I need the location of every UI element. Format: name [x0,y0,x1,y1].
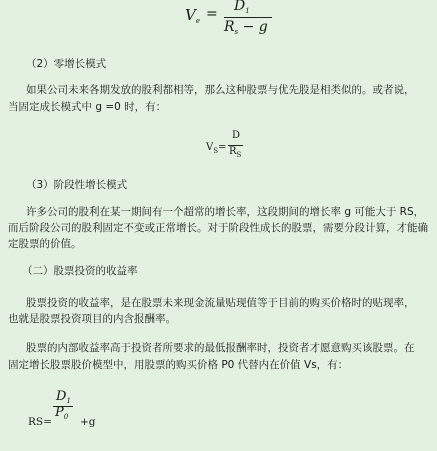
formula3-num-sub: 1 [66,397,71,405]
formula2-lhs-var: V [206,142,214,153]
para1-line1: 如果公司未来各期发放的股利都相等，那么这种股票与优先股是相类似的。或者说， [26,84,415,96]
heading-stage-growth: （3）阶段性增长模式 [26,179,128,191]
heading-stock-return: （二）股票投资的收益率 [22,265,138,277]
formula3-tail: +g [80,416,96,428]
heading-zero-growth: （2）零增长模式 [26,58,107,70]
formula2-numerator: D [232,130,241,141]
formula2-lhs [206,142,226,153]
formula2-den-var: R [229,146,237,157]
formula1-eq: = [206,6,218,22]
para2-line3: 定股票的价值。 [8,238,82,250]
formula1-den-sub: s [234,28,239,36]
formula3-denominator [55,405,68,420]
formula2-denominator [229,146,241,157]
formula3-den-var: P [55,405,64,420]
formula3-den-sub: 0 [63,413,69,421]
formula3-num-var: D [56,389,67,404]
formula3-lhs: RS= [28,416,52,428]
formula1-lhs-var: V [185,6,196,24]
para3-line1: 股票投资的收益率，是在股票未来现金流量贴现值等于目前的购买价格时的贴现率， [26,297,415,309]
formula2-den-sub: S [236,151,242,159]
formula2-lhs-sub: S [213,147,219,155]
formula1-lhs-sub: e [195,17,200,25]
formula1-num-var: D [234,0,246,14]
formula1-num-sub: 1 [245,7,250,15]
para2-line2: 而后阶段公司的股利固定不变或正常增长。对于阶段性成长的股票，需要分段计算，才能确 [8,222,428,234]
formula1-lhs [185,6,200,24]
para3-line2: 也就是股票投资项目的内含报酬率。 [8,313,176,325]
formula1-den-rest: − g [242,19,268,35]
formula3-numerator [56,389,71,404]
formula1-fraction-bar [224,17,272,18]
para4-line1: 股票的内部收益率高于投资者所要求的最低报酬率时，投资者才愿意购买该股票。在 [26,342,415,354]
formula2-eq: = [218,142,227,153]
para2-line1: 许多公司的股利在某一期间有一个超常的增长率，这段期间的增长率 g 可能大于 RS， [26,206,425,218]
formula1-numerator [234,0,250,14]
formula1-den-var: R [224,19,235,35]
para4-line2: 固定增长股票股价模型中，用股票的购买价格 P0 代替内在价值 Vs，有： [8,359,349,371]
para1-line2: 当固定成长模式中 g =0 时，有： [8,101,167,113]
formula1-denominator [224,19,268,35]
